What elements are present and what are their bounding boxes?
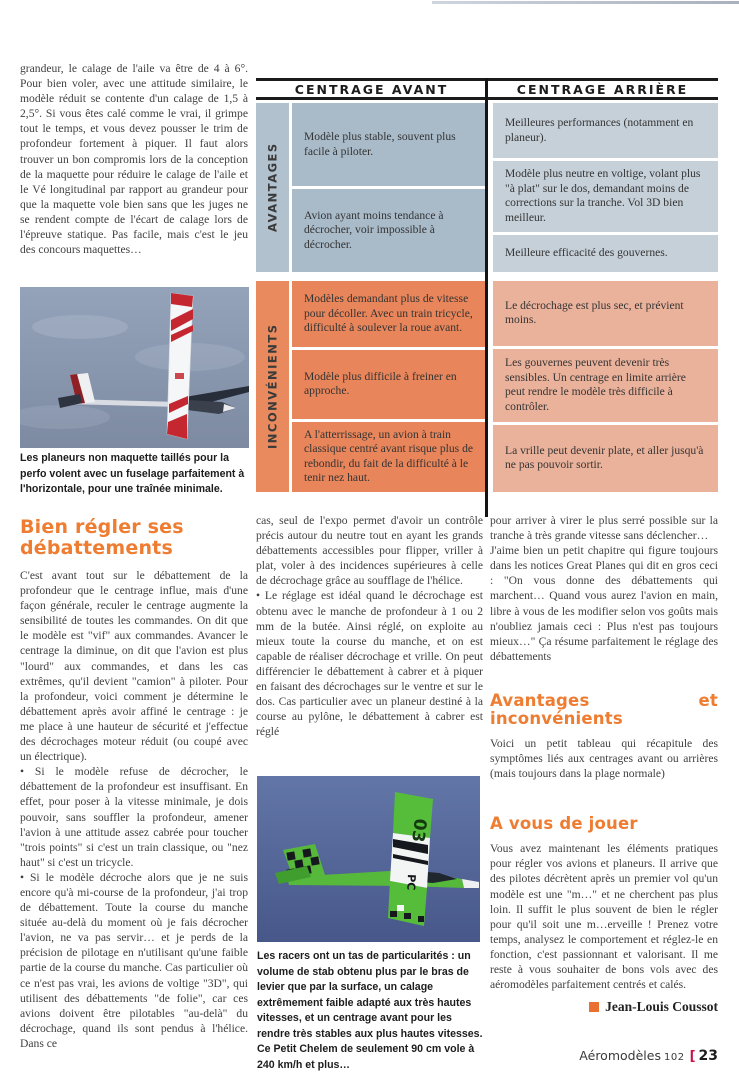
racer-photo [257, 776, 480, 942]
footer-issue-number: 102 [663, 1052, 685, 1063]
section-heading-avantages: Avantages et inconvénients [490, 690, 718, 728]
table-header-centrage-avant: CENTRAGE AVANT [294, 81, 449, 97]
avantages-avant-cells [292, 103, 485, 272]
paragraph: • Si le modèle refuse de décrocher, le débattement de la profondeur est insuffisant. En effet, pour poser à la vitesse minimale, je dois pouvoir, sans souffler la profondeur, amener l'avion à une attitude assez cabrée pour toucher "trois points" si c'est un train classique, ou "nez haut" si c'est un tricycle. [20, 765, 248, 869]
table-cell: Meilleure efficacité des gouvernes. [493, 235, 718, 272]
column-right-text [490, 513, 718, 1073]
table-body [256, 103, 718, 492]
section-heading-a-vous-de-jouer: A vous de jouer [490, 814, 638, 834]
table-cell: Le décrochage est plus sec, et prévient moins. [493, 281, 718, 346]
table-section-label: AVANTAGES [256, 103, 289, 272]
racer-wing-logo: PC [404, 873, 418, 891]
column-middle-text [256, 513, 483, 772]
paragraph: cas, seul de l'expo permet d'avoir un contrôle précis autour du neutre tout en ayant les grands débattements accessibles pour flipper, vriller à plat, voler à des incidences supérieures à celle de décrochage grâce au soufflage de l'hélice. [256, 514, 483, 588]
paragraph: • Le réglage est idéal quand le décrochage est obtenu avec le manche de profondeur à 1 ou 2 mm de la butée. Ainsi réglé, on exploite au mieux toute la course du manche, et on est capable de réaliser décrochage et vrille. On peut différencier le débattement à cabrer et à piquer en faisant des décrochages sur le ventre et sur le dos. Cas particulier avec un planeur destiné à la course au pylône, le débattement à cabrer est réglé [256, 589, 483, 739]
column-left-intro [20, 61, 248, 285]
table-cell: Modèle plus difficile à freiner en approche. [292, 350, 485, 419]
byline-author: Jean-Louis Coussot [605, 999, 718, 1014]
byline [490, 999, 718, 1015]
page-scan-edge [432, 1, 739, 4]
section-heading-debattements: Bien régler ses débattements [20, 517, 184, 559]
centrage-table [256, 78, 718, 492]
photo2-caption: Les racers ont un tas de particularités : un volume de stab obtenu plus par le bras de levier que par la surface, un calage extrêmement faible adapté aux très hautes vitesses, et un centrage avant pour les rendre très stables aux plus hautes vitesses. Ce Petit Chelem de seulement 90 cm vole à 240 km/h et plus… [257, 950, 483, 1071]
table-header-centrage-arriere: CENTRAGE ARRIÈRE [516, 81, 689, 97]
table-center-divider [485, 78, 488, 517]
table-cell: A l'atterrissage, un avion à train classique centré avant risque plus de rebondir, du fait de la difficulté à le tenir nez haut. [292, 422, 485, 492]
racer-wing-number: 03 [407, 817, 430, 844]
paragraph: C'est avant tout sur le débattement de la profondeur que le centrage influe, mais d'une façon générale, reculer le centrage augmente la sensibilité de toutes les commandes. On dit que le modèle est "vif" aux commandes. Avancer le centrage la diminue, on dit que l'avion est plus "lourd" aux commandes, et dans les cas extrêmes, qu'il devient "camion" à piloter. Pour la profondeur, voici comment je détermine le débattement après avoir affiné le centrage : je me place à une hauteur de sécurité et j'effectue des décrochages moteur réduit (ou coupé avec un électrique). [20, 569, 248, 764]
footer-bracket: [ [689, 1049, 696, 1064]
paragraph: pour arriver à virer le plus serré possible sur la tranche à très grande vitesse sans déclencher… [490, 514, 718, 543]
photo1-caption: Les planeurs non maquette taillés pour la perfo volent avec un fuselage parfaitement à l'horizontale, pour une traînée minimale. [20, 452, 245, 495]
table-cell: Avion ayant moins tendance à décrocher, voir impossible à décrocher. [292, 189, 485, 272]
inconvenients-avant-cells [292, 281, 485, 492]
glider-photo-art [20, 287, 249, 448]
footer-magazine-title: Aéromodèles [579, 1048, 661, 1063]
table-cell: Modèle plus neutre en voltige, volant plus "à plat" sur le dos, demandant moins de corrections sur la tranche. Vol 3D bien meilleur. [493, 161, 718, 231]
footer-page-number: 23 [698, 1048, 718, 1064]
table-cell: La vrille peut devenir plate, et aller jusqu'à ne pas pouvoir sortir. [493, 425, 718, 492]
table-cell: Les gouvernes peuvent devenir très sensibles. Un centrage en limite arrière peut rendre le modèle très difficile à contrôler. [493, 349, 718, 422]
paragraph: • Si le modèle décroche alors que je ne suis encore qu'à mi-course de la profondeur, j'ai trop de débattement. Toute la course du manche située au-delà du moment où je fais décrocher l'avion, ne va pas servir… et je perds de la précision de pilotage en n'utilisant qu'une faible partie de la course du manche. Cas particulier où ce n'est pas vrai, les avions de voltige "3D", qui utilisent des débattements "de folie", car ces avions doivent être pilotables "au-delà" du décrochage, quand ils sont pendus à l'hélice. Dans ce [20, 870, 248, 1050]
table-section-label: INCONVÉNIENTS [256, 281, 289, 492]
table-cell: Modèle plus stable, souvent plus facile à piloter. [292, 103, 485, 186]
racer-photo-art [257, 776, 480, 942]
inconvenients-arriere-cells [493, 281, 718, 492]
page-footer [579, 1048, 718, 1064]
column-left-lower [20, 517, 248, 1065]
paragraph: J'aime bien un petit chapitre qui figure toujours dans les notices Great Planes qui dit en gros ceci : "On vous donne des débattements qui marchent… Quand vous aurez l'avion en main, libre à vous de les modifier selon vos goûts mais n'oubliez jamais ceci : Plus n'est pas toujours mieux…" Ça résume parfaitement le réglage des débattements [490, 544, 718, 663]
table-cell: Meilleures performances (notamment en planeur). [493, 103, 718, 158]
avantages-arriere-cells [493, 103, 718, 272]
glider-photo [20, 287, 249, 448]
paragraph: Vous avez maintenant les éléments pratiques pour régler vos avions et planeurs. Il arrive que des pilotes décrètent après un premier vol qu'un modèle est une "m…" et ne cherchent pas plus loin. Il suffit le plus souvent de bien le régler pour qu'il soit une m…erveille ! Prenez votre temps, analysez le comportement et réglez-le en fonction, c'est passionnant et valorisant. Il me reste à vous souhaiter de bons vols avec des aéromodèles parfaitement centrés et calés. [490, 842, 718, 992]
paragraph: grandeur, le calage de l'aile va être de 4 à 6°. Pour bien voler, avec une attitude similaire, le modèle réduit se contente d'un calage de 1,5 à 2,5°. Si vous êtes calé comme le vrai, il grimpe tout le temps, et vous devez pousser le trim de profondeur fortement à piquer. Il faut alors trouver un bon compromis lors de la conception de la maquette pour réduire le calage de l'aile et le Vé longitudinal par rapport au grandeur pour que la maquette vole bien sans que les juges ne se rendent compte de l'écart de calage lors de l'épreuve statique. Pas facile, mais c'est le jeu des concours maquettes… [20, 62, 248, 257]
byline-square-icon [589, 1002, 599, 1012]
paragraph: Voici un petit tableau qui récapitule des symptômes liés aux centrages avant ou arrières (mais toujours dans la plage normale) [490, 736, 718, 781]
table-cell: Modèles demandant plus de vitesse pour décoller. Avec un train tricycle, difficulté à soulever la roue avant. [292, 281, 485, 347]
